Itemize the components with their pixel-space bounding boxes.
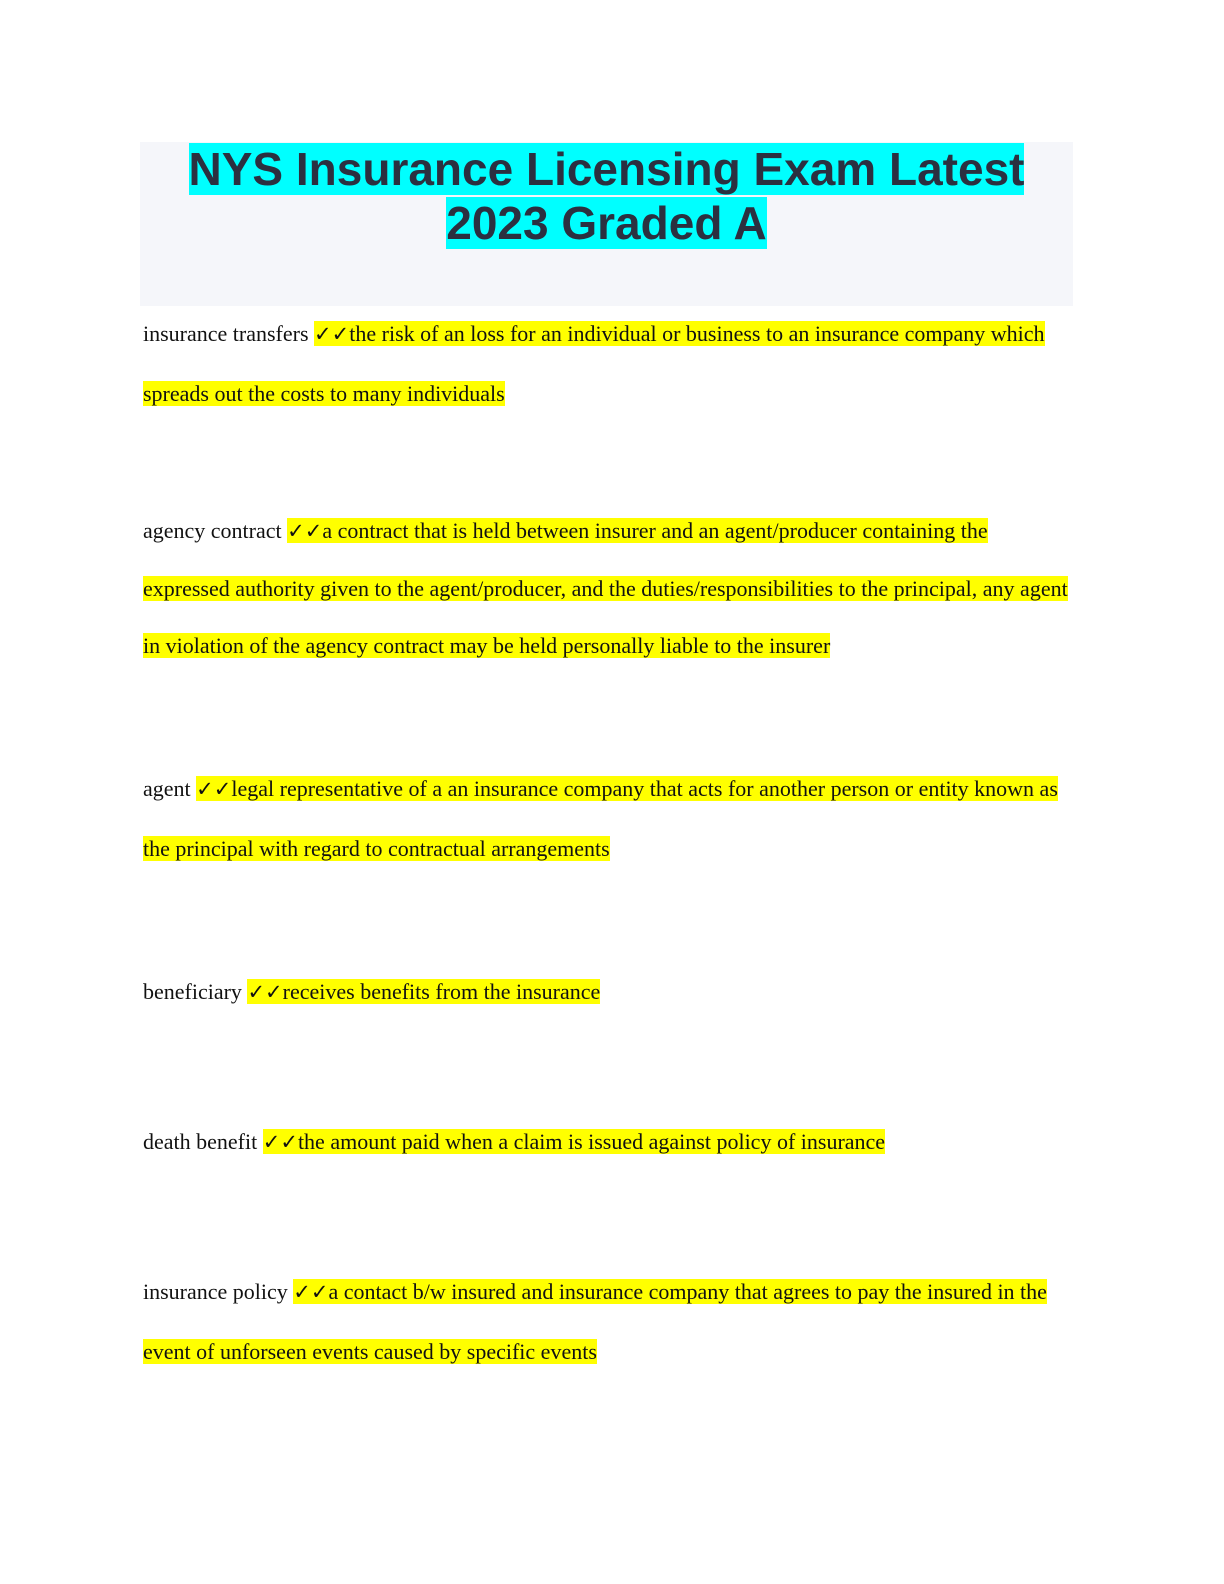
title-line-2: 2023 Graded A bbox=[446, 197, 767, 249]
entry-definition bbox=[143, 518, 1068, 658]
title-line-1: NYS Insurance Licensing Exam Latest bbox=[188, 143, 1025, 195]
entry-definition-text: a contact b/w insured and insurance company that agrees to pay the insured in the event of unforseen events caused by specific events bbox=[143, 1279, 1047, 1364]
double-check-icon: ✓✓ bbox=[196, 777, 232, 801]
entry-definition bbox=[143, 776, 1058, 861]
entry-agent bbox=[143, 759, 1073, 878]
entry-beneficiary bbox=[143, 962, 1073, 1022]
entry-definition-text: the risk of an loss for an individual or business to an insurance company which spreads out the costs to many individuals bbox=[143, 321, 1045, 406]
entry-term: agency contract bbox=[143, 518, 282, 543]
entry-term: agent bbox=[143, 776, 191, 801]
double-check-icon: ✓✓ bbox=[262, 1130, 298, 1154]
entry-definition-text: legal representative of a an insurance company that acts for another person or entity known as the principal with regard to contractual arrangements bbox=[143, 776, 1058, 861]
entry-definition-text: the amount paid when a claim is issued against policy of insurance bbox=[297, 1129, 886, 1154]
entry-insurance-policy bbox=[143, 1262, 1073, 1381]
entry-term: beneficiary bbox=[143, 979, 242, 1004]
entry-agency-contract bbox=[143, 502, 1073, 674]
double-check-icon: ✓✓ bbox=[293, 1280, 329, 1304]
entry-term: insurance transfers bbox=[143, 321, 309, 346]
document-title bbox=[140, 142, 1073, 250]
entry-death-benefit bbox=[143, 1112, 1073, 1172]
double-check-icon: ✓✓ bbox=[314, 322, 350, 346]
title-box bbox=[140, 142, 1073, 306]
double-check-icon: ✓✓ bbox=[287, 519, 323, 543]
entry-definition-text: a contract that is held between insurer and an agent/producer containing the expressed authority given to the agent/producer, and the duties/responsibilities to the principal, any agent in violation of the agency contract may be held personally liable to the insurer bbox=[143, 518, 1068, 658]
entry-insurance-transfers bbox=[143, 304, 1073, 423]
entry-definition-text: receives benefits from the insurance bbox=[282, 979, 601, 1004]
entry-term: death benefit bbox=[143, 1129, 258, 1154]
entry-definition bbox=[247, 979, 600, 1004]
double-check-icon: ✓✓ bbox=[247, 980, 283, 1004]
entry-definition bbox=[263, 1129, 885, 1154]
entry-term: insurance policy bbox=[143, 1279, 288, 1304]
